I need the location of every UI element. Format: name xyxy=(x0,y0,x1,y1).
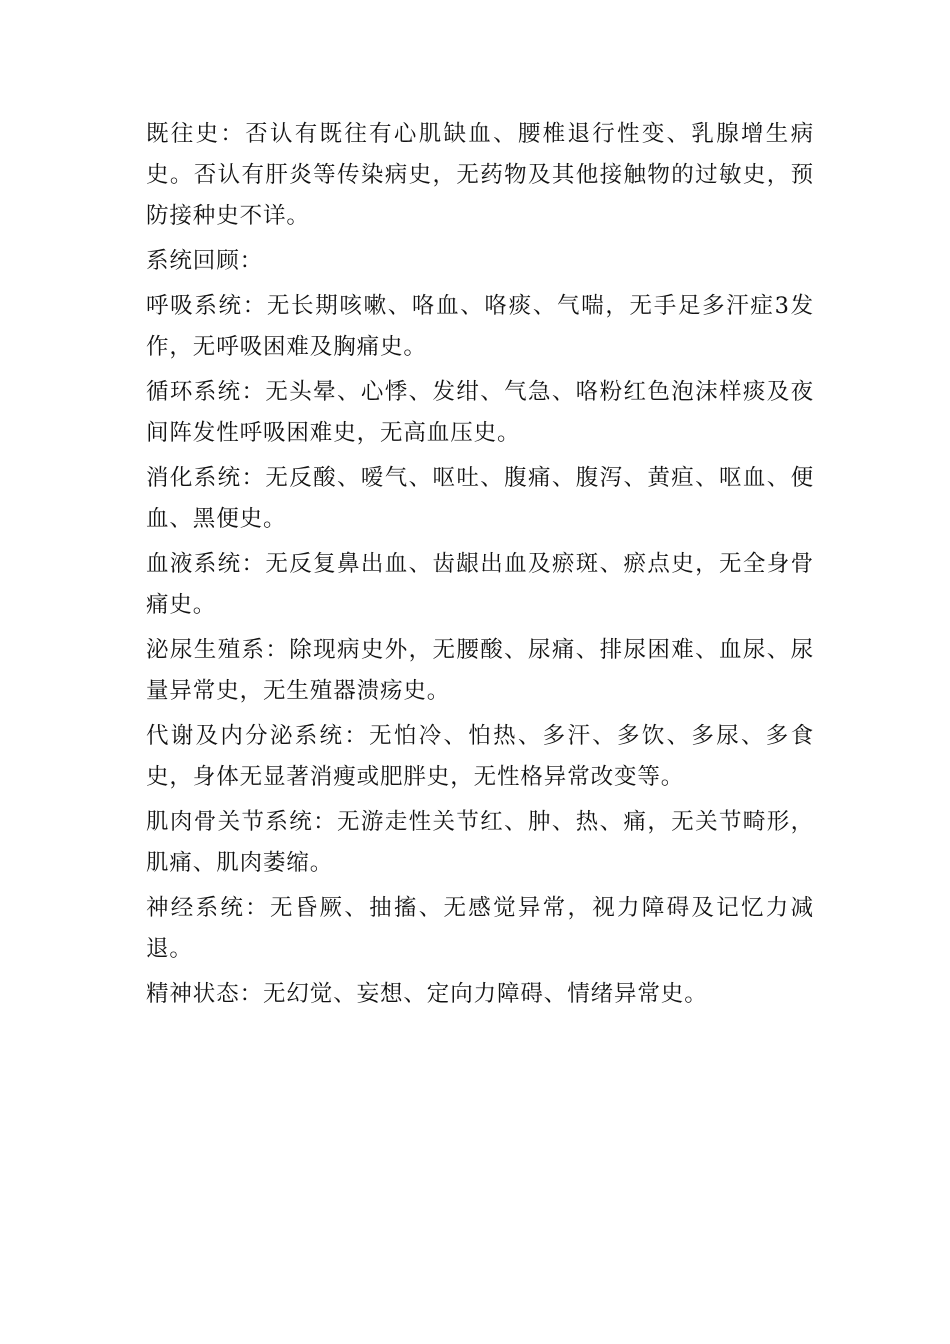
urogenital-system-paragraph: 泌尿生殖系：除现病史外，无腰酸、尿痛、排尿困难、血尿、尿量异常史，无生殖器溃疡史。 xyxy=(146,637,814,704)
nervous-system-paragraph: 神经系统：无昏厥、抽搐、无感觉异常，视力障碍及记忆力减退。 xyxy=(146,895,814,962)
system-review-heading: 系统回顾： xyxy=(146,248,264,274)
musculoskeletal-system-paragraph: 肌肉骨关节系统：无游走性关节红、肿、热、痛，无关节畸形，肌痛、肌肉萎缩。 xyxy=(146,809,814,876)
respiratory-system-paragraph: 呼吸系统：无长期咳嗽、咯血、咯痰、气喘，无手足多汗症3发作，无呼吸困难及胸痛史。 xyxy=(146,293,814,360)
digestive-system-paragraph: 消化系统：无反酸、嗳气、呕吐、腹痛、腹泻、黄疸、呕血、便血、黑便史。 xyxy=(146,465,814,532)
endocrine-system-paragraph: 代谢及内分泌系统：无怕冷、怕热、多汗、多饮、多尿、多食史，身体无显著消瘦或肥胖史，无性格异常改变等。 xyxy=(146,723,814,790)
past-history-paragraph: 既往史：否认有既往有心肌缺血、腰椎退行性变、乳腺增生病史。否认有肝炎等传染病史，无药物及其他接触物的过敏史，预防接种史不详。 xyxy=(146,121,814,229)
blood-system-paragraph: 血液系统：无反复鼻出血、齿龈出血及瘀斑、瘀点史，无全身骨痛史。 xyxy=(146,551,814,618)
circulatory-system-paragraph: 循环系统：无头晕、心悸、发绀、气急、咯粉红色泡沫样痰及夜间阵发性呼吸困难史，无高血压史。 xyxy=(146,379,814,446)
mental-status-paragraph: 精神状态：无幻觉、妄想、定向力障碍、情绪异常史。 xyxy=(146,981,708,1007)
document-body xyxy=(146,114,814,1019)
